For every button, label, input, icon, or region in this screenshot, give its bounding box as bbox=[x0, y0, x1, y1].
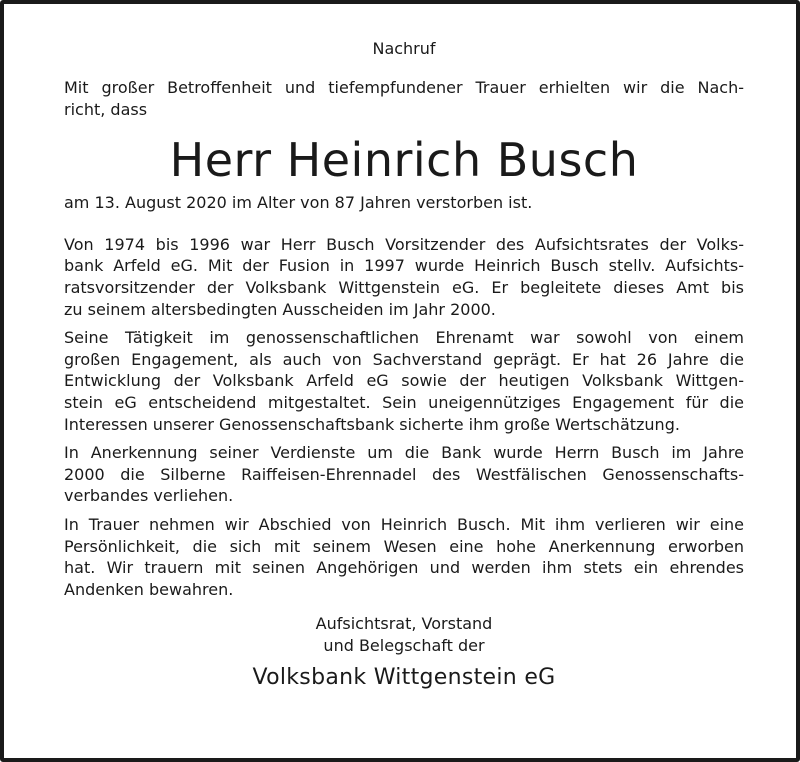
paragraph-4 bbox=[64, 514, 744, 600]
signature-line: und Belegschaft der bbox=[323, 635, 485, 655]
text-line: Von 1974 bis 1996 war Herr Busch Vorsitzender des Aufsichtsrates der Volks- bbox=[64, 234, 744, 254]
deceased-name: Herr Heinrich Busch bbox=[169, 133, 639, 188]
text-line: Andenken bewahren. bbox=[64, 579, 234, 599]
text-line: Entwicklung der Volksbank Arfeld eG sowie der heutigen Volksbank Wittgen- bbox=[64, 371, 744, 391]
paragraph-1 bbox=[64, 234, 744, 320]
text-line: großen Engagement, als auch von Sachverstand geprägt. Er hat 26 Jahre die bbox=[64, 349, 744, 369]
text-line: zu seinem altersbedingten Ausscheiden im Jahr 2000. bbox=[64, 299, 496, 319]
death-statement: am 13. August 2020 im Alter von 87 Jahren verstorben ist. bbox=[64, 193, 533, 213]
paragraph-3 bbox=[64, 442, 744, 507]
text-line: richt, dass bbox=[64, 99, 148, 119]
signature-block bbox=[64, 613, 744, 692]
text-line: Interessen unserer Genossenschaftsbank sicherte ihm große Wertschätzung. bbox=[64, 414, 680, 434]
notice-content bbox=[64, 38, 744, 692]
bank-name: Volksbank Wittgenstein eG bbox=[252, 665, 556, 691]
signature-line: Aufsichtsrat, Vorstand bbox=[315, 614, 493, 634]
text-line: Persönlichkeit, die sich mit seinem Wesen eine hohe Anerkennung erworben bbox=[64, 536, 744, 556]
notice-heading: Nachruf bbox=[372, 39, 436, 58]
text-line: hat. Wir trauern mit seinen Angehörigen und werden ihm stets ein ehrendes bbox=[64, 558, 744, 578]
text-line: ratsvorsitzender der Volksbank Wittgenstein eG. Er begleitete dieses Amt bis bbox=[64, 277, 744, 297]
intro-paragraph bbox=[64, 77, 744, 120]
text-line: bank Arfeld eG. Mit der Fusion in 1997 wurde Heinrich Busch stellv. Aufsichts- bbox=[64, 256, 744, 276]
text-line: Mit großer Betroffenheit und tiefempfundener Trauer erhielten wir die Nach- bbox=[64, 78, 744, 97]
paragraph-2 bbox=[64, 327, 744, 435]
text-line: Seine Tätigkeit im genossenschaftlichen Ehrenamt war sowohl von einem bbox=[64, 328, 744, 348]
text-line: In Trauer nehmen wir Abschied von Heinrich Busch. Mit ihm verlieren wir eine bbox=[64, 514, 744, 534]
text-line: In Anerkennung seiner Verdienste um die Bank wurde Herrn Busch im Jahre bbox=[64, 443, 744, 463]
text-line: stein eG entscheidend mitgestaltet. Sein uneigennütziges Engagement für die bbox=[64, 392, 744, 412]
text-line: verbandes verliehen. bbox=[64, 486, 234, 506]
text-line: 2000 die Silberne Raiffeisen-Ehrennadel des Westfälischen Genossenschafts- bbox=[64, 464, 744, 484]
